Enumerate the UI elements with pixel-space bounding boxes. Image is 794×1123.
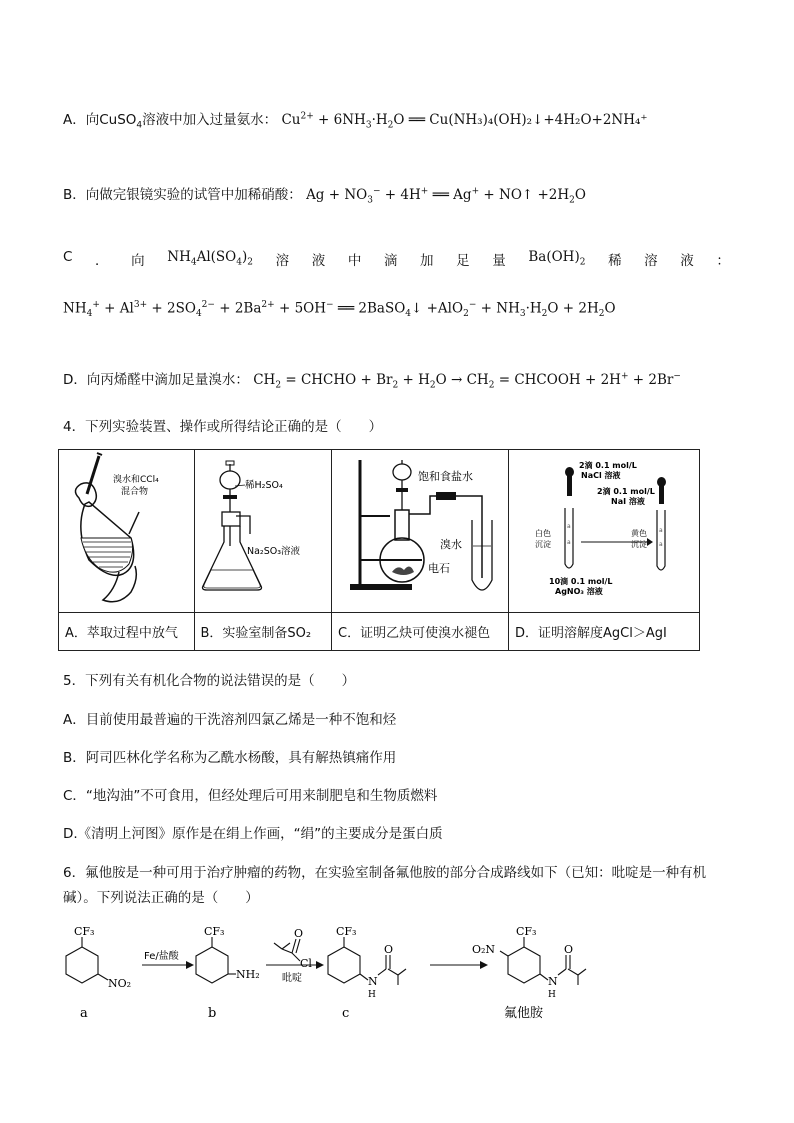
cf3-label-c: CF₃ <box>336 925 357 938</box>
synthesis-route <box>60 925 740 1025</box>
no2-label-a: NO₂ <box>108 977 132 990</box>
caption-a: A．萃取过程中放气 <box>59 613 195 651</box>
experiment-d-figure <box>509 450 700 613</box>
bromine-water-label: 溴水 <box>440 538 462 551</box>
white-precipitate-label-2: 沉淀 <box>535 540 551 549</box>
so2-apparatus-figure <box>195 450 331 608</box>
question-5: 5．下列有关有机化合物的说法错误的是（ ） <box>63 673 356 689</box>
o2n-label-d: O₂N <box>472 943 496 956</box>
yellow-precipitate-label-1: 黄色 <box>631 529 647 538</box>
question-6-line1: 6．氟他胺是一种可用于治疗肿瘤的药物，在实验室制备氟他胺的部分合成路线如下（已知：吡啶是一种有机 <box>63 865 707 881</box>
mixture-label-2: 混合物 <box>121 487 149 497</box>
question-6-line2: 碱）。下列说法正确的是（ ） <box>63 890 259 906</box>
mixture-label-1: 溴水和CCl₄ <box>113 475 159 485</box>
caption-d: D．证明溶解度AgCl＞AgI <box>509 613 700 651</box>
h-label-c: H <box>368 990 376 1000</box>
svg-text:a: a <box>567 523 571 530</box>
reagent-fe-hcl: Fe/盐酸 <box>144 951 179 962</box>
o-label-acyl: O <box>294 927 304 940</box>
svg-text:a: a <box>659 527 663 534</box>
white-precipitate-label-1: 白色 <box>535 529 551 538</box>
cf3-label-a: CF₃ <box>74 925 95 938</box>
o-label-d: O <box>564 943 574 956</box>
option-3a: A．向CuSO$_4$溶液中加入过量氨水： $Cu^{2+} + 6NH_3\cdot H_2O$ ══ Cu(NH₃)₄(OH)₂↓+4H₂O+2NH₄⁺ <box>63 111 648 131</box>
option-3b: B．向做完银镜实验的试管中加稀硝酸： $Ag + NO_3^- + 4H^+$ ══ Ag+ + NO↑ $+2H_2O$ <box>63 186 586 206</box>
compound-c-label: c <box>342 1006 350 1021</box>
acetylene-apparatus-figure <box>332 450 508 608</box>
option-5b: B．阿司匹林化学名称为乙酰水杨酸，具有解热镇痛作用 <box>63 750 397 766</box>
n-label-c: N <box>368 975 378 988</box>
separatory-funnel-figure <box>59 450 193 608</box>
brine-label: 饱和食盐水 <box>418 470 473 483</box>
compound-flutamide-label: 氟他胺 <box>504 1006 544 1021</box>
precipitation-figure <box>509 450 699 608</box>
question-4: 4．下列实验装置、操作或所得结论正确的是（ ） <box>63 419 383 435</box>
nai-label-2: NaI 溶液 <box>611 497 645 506</box>
cf3-label-b: CF₃ <box>204 925 225 938</box>
compound-b-label: b <box>208 1006 217 1021</box>
experiment-table <box>58 449 700 651</box>
carbide-label: 电石 <box>428 562 450 575</box>
option-3d: D．向丙烯醛中滴加足量溴水： $CH_2$ = CHCHO + $Br_2 + H_2O \to CH_2$ = CHCOOH + 2H+ + 2Br− <box>63 371 681 391</box>
cf3-label-d: CF₃ <box>516 925 537 938</box>
caption-b: B．实验室制备SO₂ <box>194 613 332 651</box>
cl-label-acyl: Cl <box>300 957 312 970</box>
nh2-label-b: NH₂ <box>236 968 260 981</box>
yellow-precipitate-label-2: 沉淀 <box>631 540 647 549</box>
agno3-label-2: AgNO₃ 溶液 <box>555 587 603 596</box>
agno3-label-1: 10滴 0.1 mol/L <box>549 577 613 586</box>
o-label-c: O <box>384 943 394 956</box>
svg-text:a: a <box>567 539 571 546</box>
experiment-a-figure <box>59 450 195 613</box>
nai-label-1: 2滴 0.1 mol/L <box>597 487 655 496</box>
n-label-d: N <box>548 975 558 988</box>
compound-a-label: a <box>80 1006 88 1021</box>
caption-c: C．证明乙炔可使溴水褪色 <box>332 613 509 651</box>
h-label-d: H <box>548 990 556 1000</box>
nacl-label-1: 2滴 0.1 mol/L <box>579 461 637 470</box>
acid-label: 稀H₂SO₄ <box>244 480 283 491</box>
option-3c-line2: $NH_4^+ + Al^{3+} + 2SO_4^{2-} + 2Ba^{2+} + 5OH^-$ ══ 2BaSO$_4$↓ $+AlO_2^- + NH_3\cdot H_2O + 2H_2O$ <box>63 300 616 320</box>
option-5c: C．“地沟油”不可食用，但经处理后可用来制肥皂和生物质燃料 <box>63 788 438 804</box>
experiment-c-figure <box>332 450 509 613</box>
option-3a-product: Cu(NH₃)₄(OH)₂↓+4H₂O+2NH₄⁺ <box>429 112 648 128</box>
option-5d: D.《清明上河图》原作是在绢上作画，“绢”的主要成分是蛋白质 <box>63 826 443 842</box>
sulfite-label: Na₂SO₃溶液 <box>246 546 300 557</box>
reagent-pyridine: 吡啶 <box>282 973 302 984</box>
option-3c-line1: C ． 向 $NH_4Al(SO_4)_2$ 溶 液 中 滴 加 足 量 $Ba(OH)_2$ 稀 溶 液 ： <box>63 249 730 269</box>
experiment-b-figure <box>194 450 332 613</box>
svg-text:a: a <box>659 541 663 548</box>
nacl-label-2: NaCl 溶液 <box>581 471 621 480</box>
option-5a: A．目前使用最普遍的干洗溶剂四氯乙烯是一种不饱和烃 <box>63 712 397 728</box>
